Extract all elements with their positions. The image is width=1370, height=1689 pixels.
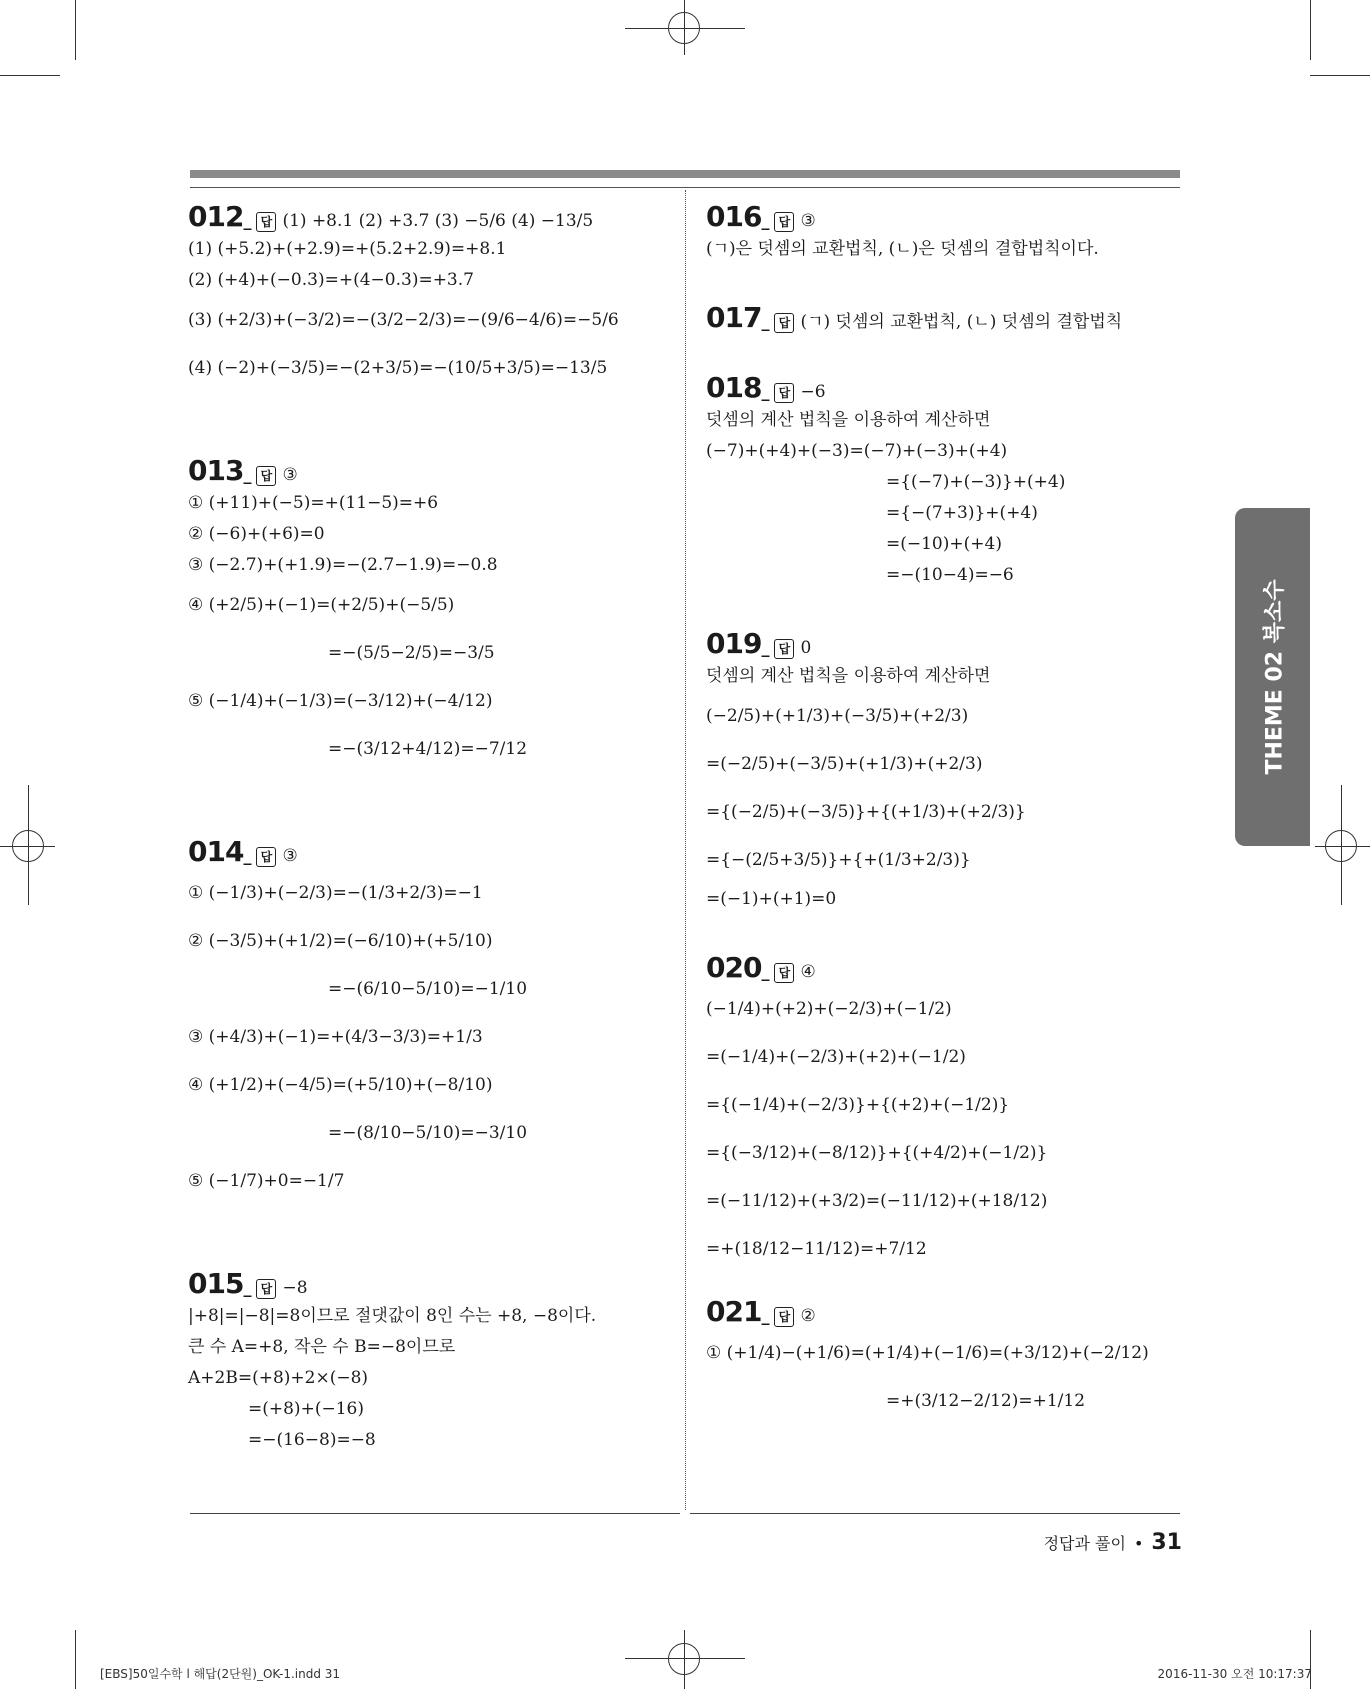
answer: ④: [800, 962, 816, 982]
problem-015: [188, 1267, 668, 1456]
solution-line: (−7)+(+4)+(−3)=(−7)+(−3)+(+4): [706, 441, 1008, 461]
bottom-rule-right: [690, 1513, 1180, 1514]
solution-line: =−(5/5−2/5)=−3/5: [328, 643, 495, 663]
registration-mark: [28, 785, 29, 905]
problem-number: 021 _: [706, 1295, 768, 1328]
answer-badge: 답: [774, 1307, 794, 1327]
answer: ③: [800, 211, 816, 231]
solution-line: =−(16−8)=−8: [248, 1430, 376, 1450]
problem-number: 019 _: [706, 627, 768, 660]
answer: ③: [282, 846, 298, 866]
page-footer: [1044, 1530, 1182, 1555]
crop-mark: [1310, 0, 1311, 60]
answer-badge: 답: [774, 383, 794, 403]
solution-line: ③ (+4/3)+(−1)=+(4/3−3/3)=+1/3: [188, 1027, 483, 1047]
solution-line: ① (+1/4)−(+1/6)=(+1/4)+(−1/6)=(+3/12)+(−2/12): [706, 1343, 1149, 1363]
answer-badge: 답: [256, 466, 276, 486]
solution-line: =(−10)+(+4): [886, 534, 1002, 554]
problem-017: [706, 301, 1176, 335]
solution-line: ③ (−2.7)+(+1.9)=−(2.7−1.9)=−0.8: [188, 555, 498, 575]
header-rule: [190, 187, 1180, 188]
registration-mark: [625, 1658, 745, 1659]
crop-mark: [75, 1630, 76, 1689]
registration-mark: [1341, 785, 1342, 905]
solution-line: =(+8)+(−16): [248, 1399, 364, 1419]
problem-012: [188, 200, 668, 392]
solution-line: =(−1/4)+(−2/3)+(+2)+(−1/2): [706, 1047, 966, 1067]
solution-line: (4) (−2)+(−3/5)=−(2+3/5)=−(10/5+3/5)=−13/5: [188, 358, 608, 378]
problem-number: 017 _: [706, 301, 768, 334]
answer: −8: [282, 1278, 308, 1298]
solution-line: ={(−2/5)+(−3/5)}+{(+1/3)+(+2/3)}: [706, 802, 1026, 822]
solution-line: =−(8/10−5/10)=−3/10: [328, 1123, 528, 1143]
solution-line: ={(−7)+(−3)}+(+4): [886, 472, 1066, 492]
answer: 0: [800, 638, 812, 658]
solution-line: =−(6/10−5/10)=−1/10: [328, 979, 528, 999]
problem-016: [706, 200, 1176, 265]
solution-line: 큰 수 A=+8, 작은 수 B=−8이므로: [188, 1337, 456, 1357]
solution-line: ={−(7+3)}+(+4): [886, 503, 1038, 523]
crop-mark: [1310, 75, 1370, 76]
column-divider: [685, 190, 686, 1510]
answer-badge: 답: [256, 847, 276, 867]
solution-line: =−(3/12+4/12)=−7/12: [328, 739, 528, 759]
problem-number: 015 _: [188, 1267, 250, 1300]
problem-014: [188, 835, 668, 1205]
side-tab-label: THEME 02 복소수: [1262, 579, 1287, 775]
answer-badge: 답: [774, 212, 794, 232]
solution-line: (1) (+5.2)+(+2.9)=+(5.2+2.9)=+8.1: [188, 239, 507, 259]
solution-line: =−(10−4)=−6: [886, 565, 1014, 585]
problem-019: [706, 627, 1176, 915]
problem-number: 012 _: [188, 200, 250, 233]
solution-line: (ㄱ)은 덧셈의 교환법칙, (ㄴ)은 덧셈의 결합법칙이다.: [706, 239, 1099, 259]
solution-line: ={(−1/4)+(−2/3)}+{(+2)+(−1/2)}: [706, 1095, 1010, 1115]
crop-mark: [0, 75, 60, 76]
registration-mark: [625, 28, 745, 29]
problem-number: 016 _: [706, 200, 768, 233]
answer-badge: 답: [256, 1279, 276, 1299]
footer-label: 정답과 풀이: [1043, 1534, 1126, 1553]
solution-line: ⑤ (−1/7)+0=−1/7: [188, 1171, 345, 1191]
solution-line: ① (+11)+(−5)=+(11−5)=+6: [188, 493, 439, 513]
solution-line: (3) (+2/3)+(−3/2)=−(3/2−2/3)=−(9/6−4/6)=−5/6: [188, 310, 619, 330]
left-column: [188, 200, 668, 1456]
solution-line: =+(18/12−11/12)=+7/12: [706, 1239, 927, 1259]
header-bar: [190, 170, 1180, 178]
print-slug-file: [EBS]50일수학 l 해답(2단원)_OK-1.indd 31: [100, 1667, 341, 1681]
answer: (ㄱ) 덧셈의 교환법칙, (ㄴ) 덧셈의 결합법칙: [800, 312, 1123, 332]
problem-018: [706, 371, 1176, 591]
solution-line: ={−(2/5+3/5)}+{+(1/3+2/3)}: [706, 850, 971, 870]
answer-badge: 답: [256, 212, 276, 232]
problem-number: 020 _: [706, 951, 768, 984]
answer-badge: 답: [774, 313, 794, 333]
answer: ③: [282, 465, 298, 485]
print-slug-timestamp: 2016-11-30 오전 10:17:37: [1157, 1667, 1312, 1681]
registration-mark: [684, 1630, 685, 1689]
solution-line: 덧셈의 계산 법칙을 이용하여 계산하면: [706, 410, 991, 430]
solution-line: ② (−6)+(+6)=0: [188, 524, 325, 544]
answer: (1) +8.1 (2) +3.7 (3) −5/6 (4) −13/5: [282, 211, 594, 231]
right-column: [706, 200, 1176, 1425]
answer: −6: [800, 382, 826, 402]
page-number: 31: [1151, 1530, 1182, 1555]
answer-badge: 답: [774, 963, 794, 983]
solution-line: ④ (+1/2)+(−4/5)=(+5/10)+(−8/10): [188, 1075, 493, 1095]
bottom-rule-left: [190, 1513, 680, 1514]
problem-020: [706, 951, 1176, 1273]
problem-013: [188, 454, 668, 773]
side-tab: [1235, 508, 1310, 846]
solution-line: =(−2/5)+(−3/5)+(+1/3)+(+2/3): [706, 754, 983, 774]
solution-line: =(−11/12)+(+3/2)=(−11/12)+(+18/12): [706, 1191, 1048, 1211]
solution-line: (−1/4)+(+2)+(−2/3)+(−1/2): [706, 999, 952, 1019]
footer-bullet: •: [1133, 1534, 1144, 1553]
solution-line: A+2B=(+8)+2×(−8): [188, 1368, 369, 1388]
solution-line: =(−1)+(+1)=0: [706, 889, 837, 909]
solution-line: ={(−3/12)+(−8/12)}+{(+4/2)+(−1/2)}: [706, 1143, 1048, 1163]
problem-number: 013 _: [188, 454, 250, 487]
problem-021: [706, 1295, 1176, 1425]
solution-line: ② (−3/5)+(+1/2)=(−6/10)+(+5/10): [188, 931, 493, 951]
solution-line: ① (−1/3)+(−2/3)=−(1/3+2/3)=−1: [188, 883, 483, 903]
crop-mark: [75, 0, 76, 60]
solution-line: (−2/5)+(+1/3)+(−3/5)+(+2/3): [706, 706, 969, 726]
answer: ②: [800, 1306, 816, 1326]
solution-line: ⑤ (−1/4)+(−1/3)=(−3/12)+(−4/12): [188, 691, 493, 711]
problem-number: 014 _: [188, 835, 250, 868]
problem-number: 018 _: [706, 371, 768, 404]
answer-badge: 답: [774, 639, 794, 659]
solution-line: 덧셈의 계산 법칙을 이용하여 계산하면: [706, 666, 991, 686]
registration-mark: [1315, 846, 1370, 847]
solution-line: =+(3/12−2/12)=+1/12: [886, 1391, 1086, 1411]
solution-line: (2) (+4)+(−0.3)=+(4−0.3)=+3.7: [188, 270, 474, 290]
solution-line: |+8|=|−8|=8이므로 절댓값이 8인 수는 +8, −8이다.: [188, 1306, 597, 1326]
solution-line: ④ (+2/5)+(−1)=(+2/5)+(−5/5): [188, 595, 455, 615]
